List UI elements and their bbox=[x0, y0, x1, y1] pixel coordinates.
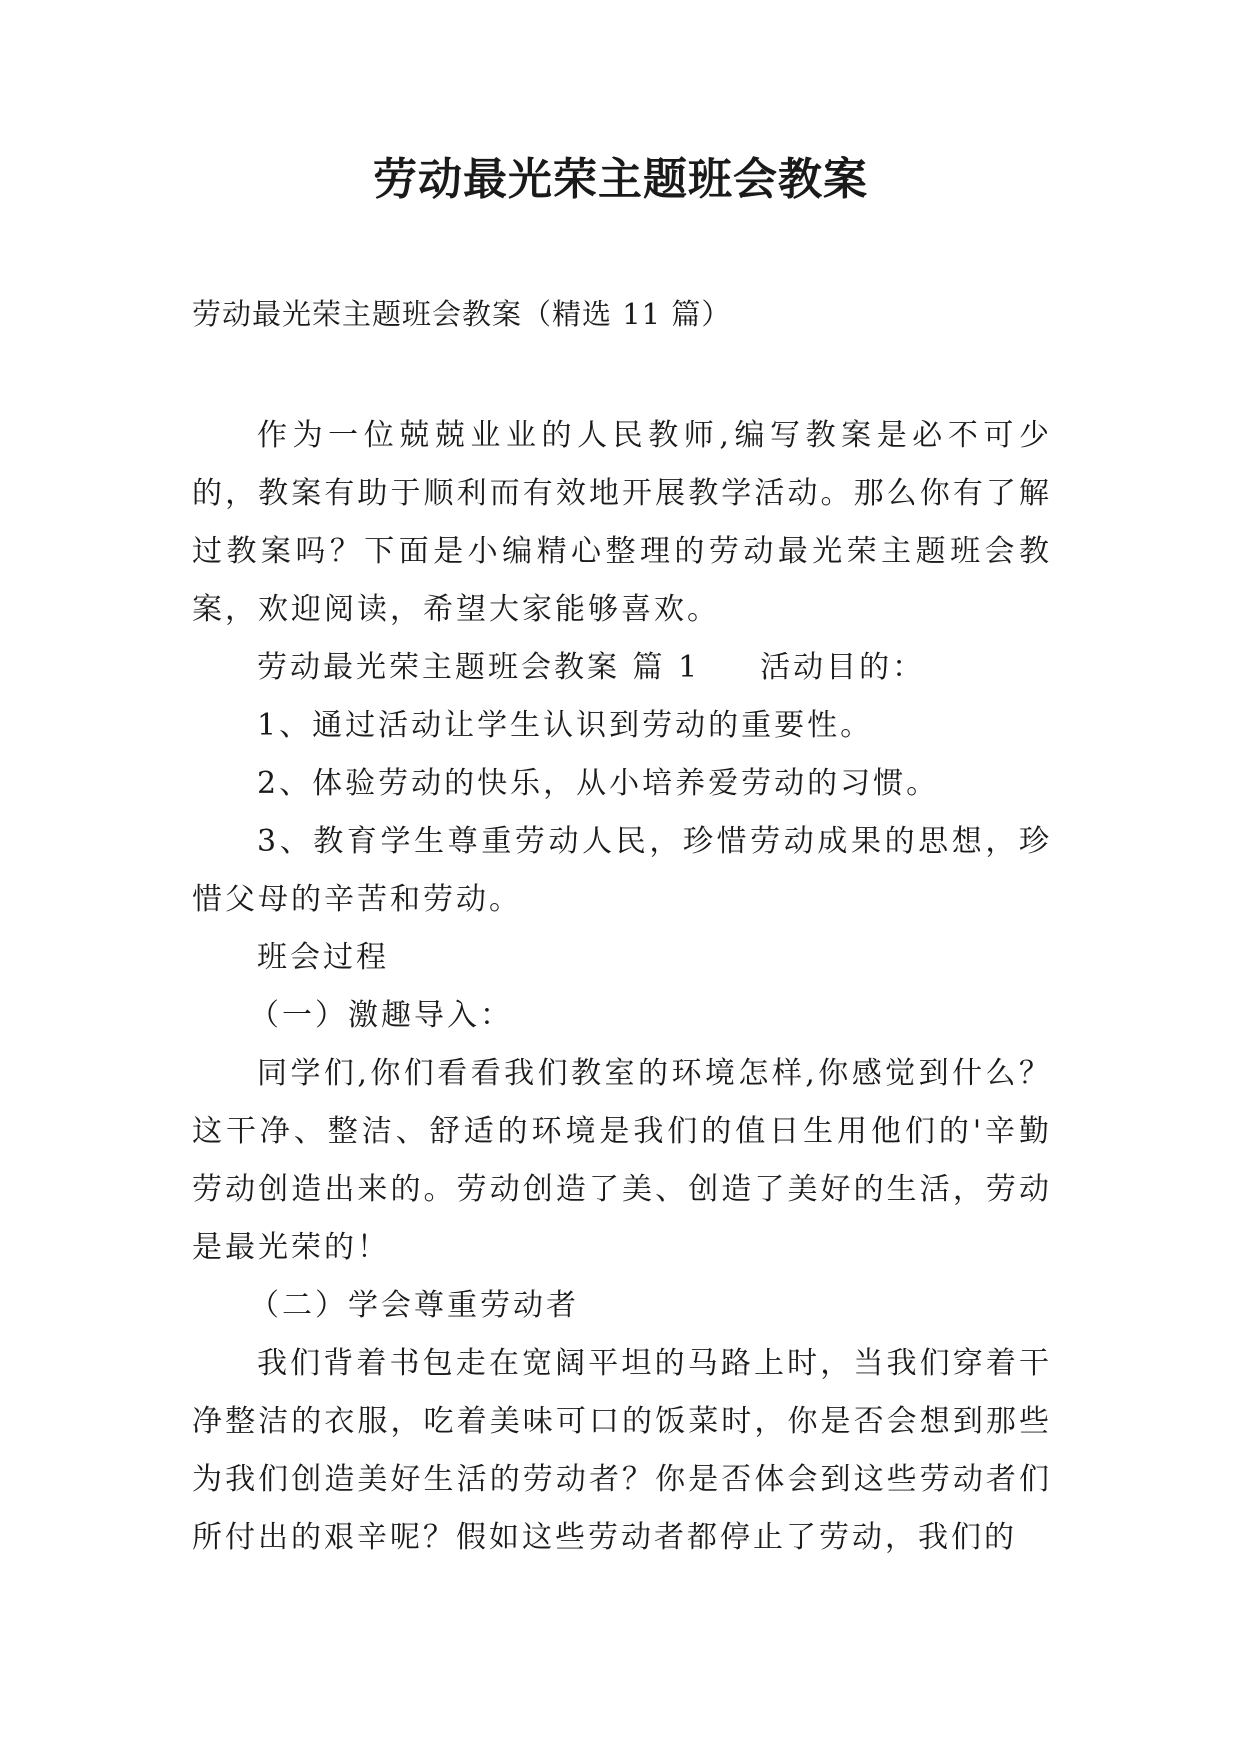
step1-paragraph: 同学们,你们看看我们教室的环境怎样,你感觉到什么？这干净、整洁、舒适的环境是我们的值日生用他们的'辛勤劳动创造出来的。劳动创造了美、创造了美好的生活，劳动是最光荣的！ bbox=[192, 1056, 1052, 1265]
document-body bbox=[192, 407, 1052, 1567]
process-heading: 班会过程 bbox=[257, 940, 389, 975]
section-heading-line bbox=[192, 639, 1052, 697]
document-subtitle: 劳动最光荣主题班会教案（精选 11 篇） bbox=[192, 297, 732, 331]
section-heading: 劳动最光荣主题班会教案 篇 1 bbox=[257, 650, 701, 685]
goal-item-3: 3、教育学生尊重劳动人民，珍惜劳动成果的思想，珍惜父母的辛苦和劳动。 bbox=[192, 824, 1052, 917]
step1-heading: （一）激趣导入： bbox=[249, 998, 513, 1033]
goal-label: 活动目的： bbox=[760, 650, 926, 685]
document-title: 劳动最光荣主题班会教案 bbox=[373, 154, 868, 205]
step2-paragraph: 我们背着书包走在宽阔平坦的马路上时，当我们穿着干净整洁的衣服，吃着美味可口的饭菜时，你是否会想到那些为我们创造美好生活的劳动者？你是否体会到这些劳动者们所付出的艰辛呢？假如这些劳动者都停止了劳动，我们的 bbox=[192, 1346, 1052, 1555]
intro-paragraph: 作为一位兢兢业业的人民教师,编写教案是必不可少的，教案有助于顺利而有效地开展教学活动。那么你有了解过教案吗？下面是小编精心整理的劳动最光荣主题班会教案，欢迎阅读，希望大家能够喜欢。 bbox=[192, 418, 1052, 627]
goal-item-2: 2、体验劳动的快乐，从小培养爱劳动的习惯。 bbox=[257, 766, 940, 801]
step2-heading: （二）学会尊重劳动者 bbox=[249, 1288, 579, 1323]
goal-item-1: 1、通过活动让学生认识到劳动的重要性。 bbox=[257, 708, 874, 743]
